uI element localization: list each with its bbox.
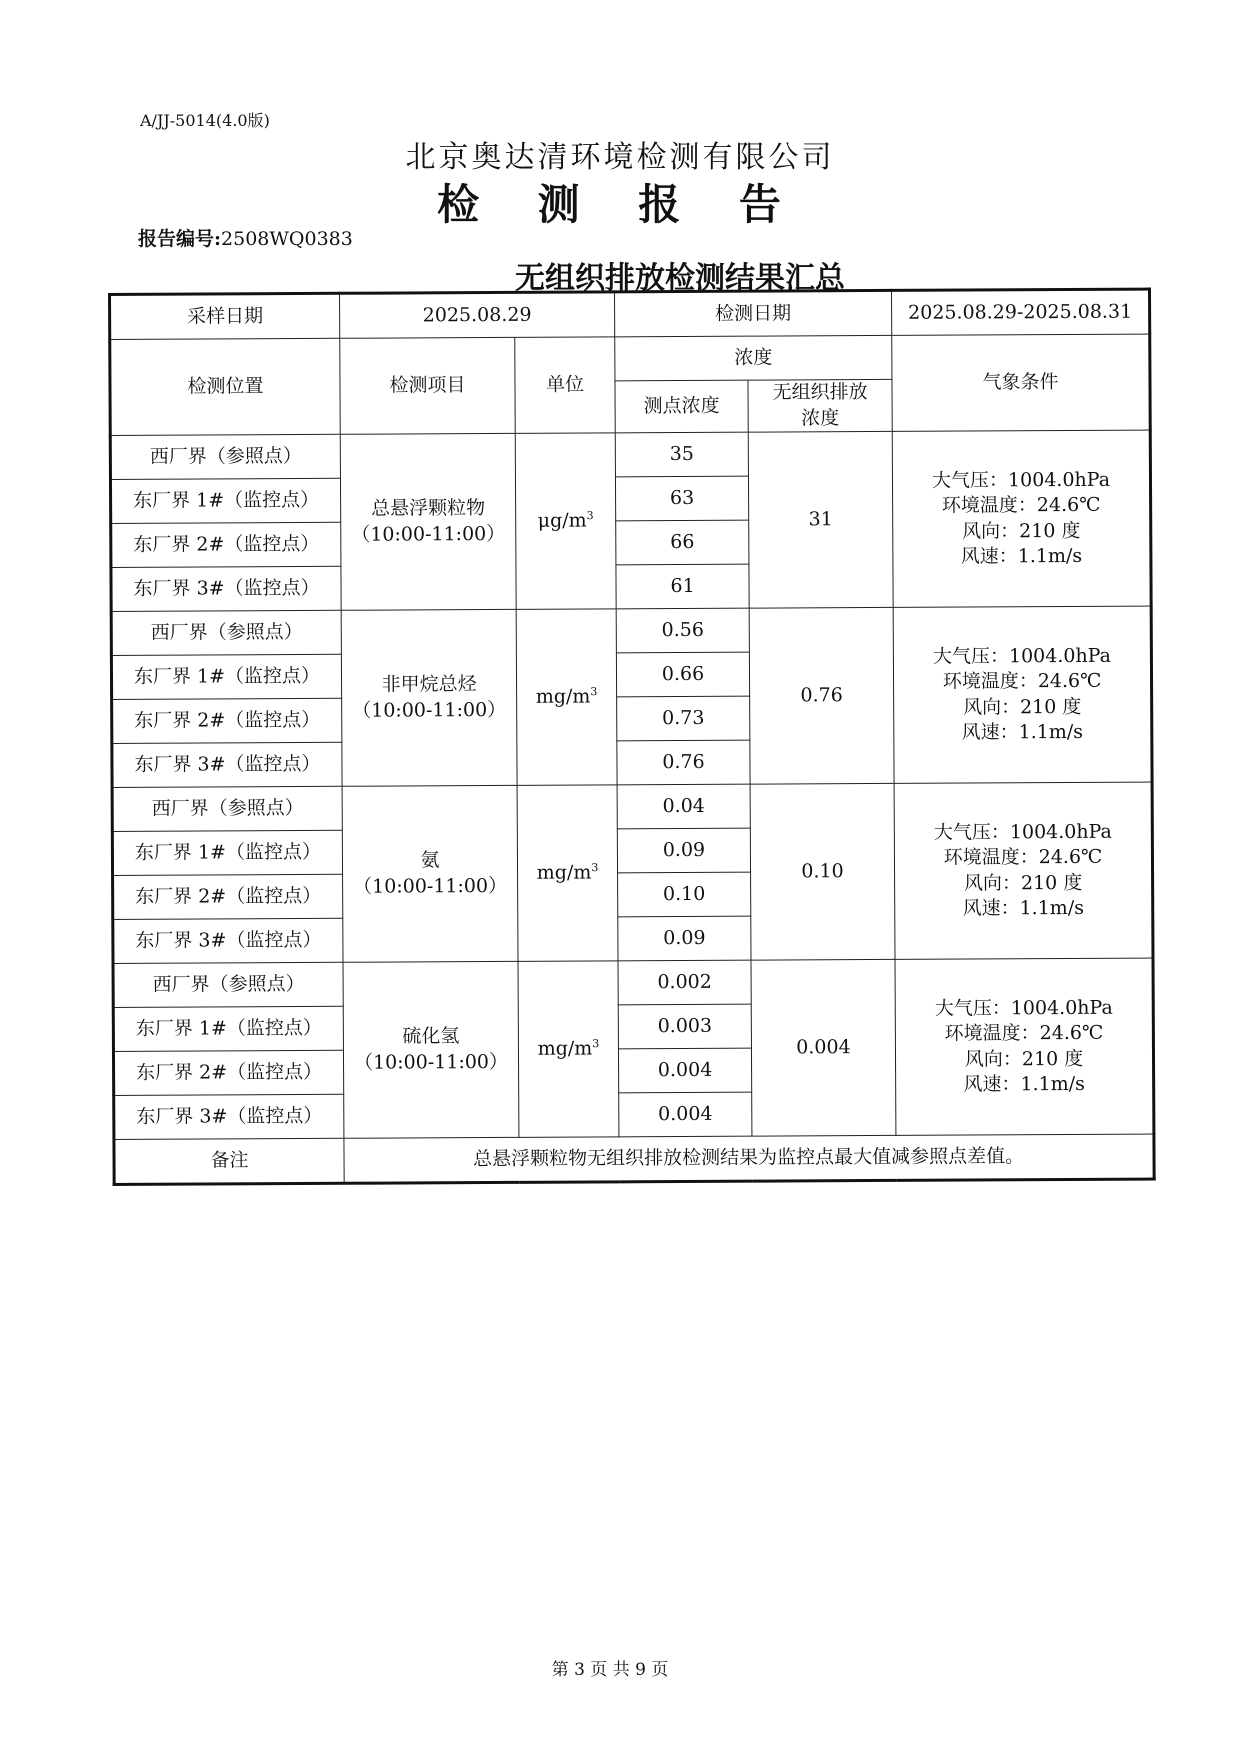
- unit-base: mg/m: [535, 685, 591, 708]
- item-cell: [341, 610, 517, 787]
- weather-temperature: 环境温度：24.6℃: [941, 493, 1101, 517]
- location-cell: 东厂界 3#（监控点）: [111, 567, 341, 612]
- weather-wind-direction: 风向：210 度: [962, 519, 1081, 543]
- emission-conc-header-line1: 无组织排放: [772, 381, 868, 404]
- location-cell: 东厂界 1#（监控点）: [111, 655, 341, 700]
- point-conc-cell: 0.003: [618, 1004, 751, 1049]
- weather-wind-direction: 风向：210 度: [962, 695, 1082, 719]
- location-cell: 西厂界（参照点）: [111, 611, 341, 656]
- unit-base: μg/m: [537, 509, 587, 532]
- point-conc-cell: 0.002: [618, 960, 751, 1005]
- location-cell: 东厂界 2#（监控点）: [112, 699, 342, 744]
- weather-temperature: 环境温度：24.6℃: [944, 1021, 1104, 1045]
- emission-conc-header-line2: 浓度: [801, 406, 840, 430]
- sampling-date-label: 采样日期: [110, 293, 340, 339]
- weather-pressure: 大气压：1004.0hPa: [934, 996, 1113, 1020]
- location-cell: 西厂界（参照点）: [113, 963, 343, 1008]
- point-conc-cell: 66: [616, 520, 749, 565]
- table-row: [110, 430, 1150, 479]
- unit-base: mg/m: [536, 861, 592, 884]
- location-cell: 东厂界 1#（监控点）: [113, 1007, 343, 1052]
- form-code: A/JJ-5014(4.0版): [140, 111, 270, 130]
- location-cell: 东厂界 2#（监控点）: [111, 523, 341, 568]
- item-cell: [340, 434, 516, 611]
- weather-wind-speed: 风速：1.1m/s: [960, 545, 1083, 568]
- weather-temperature: 环境温度：24.6℃: [942, 669, 1102, 693]
- header-row-1: [110, 334, 1150, 383]
- location-cell: 西厂界（参照点）: [110, 435, 340, 480]
- weather-wind-speed: 风速：1.1m/s: [963, 1073, 1085, 1096]
- emission-conc-header: [748, 379, 892, 432]
- weather-temperature: 环境温度：24.6℃: [943, 845, 1103, 869]
- test-date: 2025.08.29-2025.08.31: [892, 289, 1150, 335]
- item-header: 检测项目: [340, 337, 516, 434]
- item-time: （10:00-11:00）: [352, 698, 507, 722]
- table-row: [111, 606, 1151, 655]
- weather-cell: [893, 606, 1152, 783]
- weather-wind-speed: 风速：1.1m/s: [962, 897, 1085, 920]
- unit-cell: [516, 609, 617, 786]
- emission-conc-cell: 0.10: [750, 784, 895, 961]
- point-conc-cell: 0.004: [619, 1092, 752, 1137]
- item-cell: [343, 962, 519, 1139]
- sampling-date: 2025.08.29: [340, 292, 615, 338]
- item-cell: [342, 786, 518, 963]
- point-conc-header: 测点浓度: [615, 380, 748, 433]
- unit-cell: [515, 433, 616, 610]
- remarks-row: [114, 1134, 1154, 1184]
- unit-exponent: 3: [592, 1037, 600, 1051]
- item-name: 硫化氢: [402, 1025, 460, 1048]
- location-cell: 东厂界 3#（监控点）: [113, 919, 343, 964]
- meta-row: [110, 289, 1150, 339]
- report-number: [138, 224, 353, 251]
- unit-cell: [518, 961, 619, 1138]
- item-time: （10:00-11:00）: [353, 874, 508, 898]
- weather-wind-direction: 风向：210 度: [963, 871, 1083, 895]
- unit-exponent: 3: [591, 861, 599, 875]
- point-conc-cell: 0.10: [618, 872, 751, 917]
- table-row: [112, 782, 1152, 831]
- point-conc-cell: 0.66: [616, 652, 749, 697]
- weather-header: 气象条件: [892, 334, 1151, 432]
- company-name: 北京奥达清环境检测有限公司: [405, 140, 835, 175]
- results-table: [108, 288, 1156, 1187]
- location-cell: 东厂界 3#（监控点）: [112, 743, 342, 788]
- location-cell: 东厂界 3#（监控点）: [114, 1095, 344, 1140]
- location-cell: 东厂界 2#（监控点）: [113, 875, 343, 920]
- item-time: （10:00-11:00）: [354, 1050, 509, 1074]
- weather-wind-speed: 风速：1.1m/s: [961, 721, 1084, 744]
- point-conc-cell: 0.73: [617, 696, 750, 741]
- emission-conc-cell: 0.004: [751, 960, 896, 1137]
- point-conc-cell: 0.09: [617, 828, 750, 873]
- unit-base: mg/m: [537, 1037, 593, 1060]
- item-name: 非甲烷总烃: [381, 673, 477, 696]
- point-conc-cell: 0.004: [618, 1048, 751, 1093]
- weather-cell: [895, 958, 1154, 1135]
- location-cell: 西厂界（参照点）: [112, 787, 342, 832]
- item-time: （10:00-11:00）: [351, 522, 506, 546]
- point-conc-cell: 0.09: [618, 916, 751, 961]
- emission-conc-cell: 31: [748, 432, 893, 609]
- item-name: 氨: [420, 849, 440, 872]
- weather-cell: [894, 782, 1153, 959]
- report-number-label: 报告编号:: [138, 228, 222, 250]
- item-name: 总悬浮颗粒物: [371, 497, 486, 520]
- test-date-label: 检测日期: [615, 290, 892, 336]
- document-title: 检 测 报 告: [437, 180, 803, 229]
- concentration-header: 浓度: [615, 335, 892, 380]
- weather-pressure: 大气压：1004.0hPa: [933, 820, 1112, 844]
- unit-header: 单位: [515, 337, 616, 434]
- weather-cell: [892, 430, 1151, 607]
- weather-pressure: 大气压：1004.0hPa: [931, 468, 1111, 492]
- remarks-text: 总悬浮颗粒物无组织排放检测结果为监控点最大值减参照点差值。: [344, 1134, 1154, 1183]
- location-header: 检测位置: [110, 338, 341, 435]
- weather-pressure: 大气压：1004.0hPa: [932, 644, 1111, 668]
- unit-exponent: 3: [590, 685, 598, 699]
- emission-conc-cell: 0.76: [749, 608, 894, 785]
- point-conc-cell: 35: [615, 432, 748, 477]
- point-conc-cell: 0.04: [617, 784, 750, 829]
- point-conc-cell: 0.56: [616, 608, 749, 653]
- point-conc-cell: 0.76: [617, 740, 750, 785]
- unit-exponent: 3: [586, 509, 594, 523]
- report-number-value: 2508WQ0383: [221, 228, 353, 250]
- weather-wind-direction: 风向：210 度: [964, 1047, 1084, 1071]
- remarks-label: 备注: [114, 1139, 344, 1185]
- location-cell: 东厂界 1#（监控点）: [110, 479, 340, 524]
- point-conc-cell: 61: [616, 564, 749, 609]
- page-number: 第 3 页 共 9 页: [551, 1660, 669, 1680]
- location-cell: 东厂界 2#（监控点）: [113, 1051, 343, 1096]
- location-cell: 东厂界 1#（监控点）: [112, 831, 342, 876]
- point-conc-cell: 63: [615, 476, 748, 521]
- table-row: [113, 958, 1153, 1007]
- table-title: 无组织排放检测结果汇总: [515, 261, 845, 296]
- unit-cell: [517, 785, 618, 962]
